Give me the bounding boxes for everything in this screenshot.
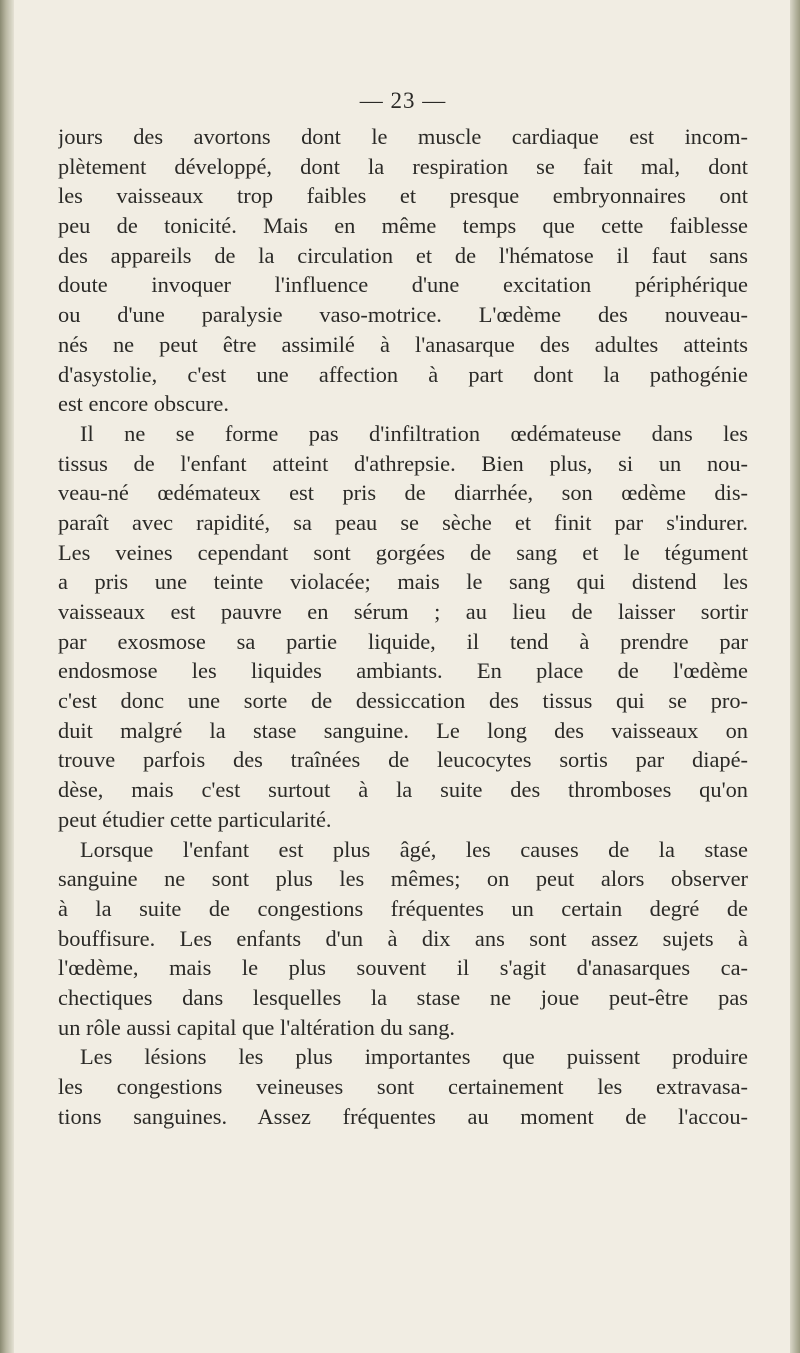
- text-line: les congestions veineuses sont certainement les extravasa-: [58, 1074, 748, 1099]
- text-line: tissus de l'enfant atteint d'athrepsie. Bien plus, si un nou-: [58, 450, 748, 476]
- text-line: a pris une teinte violacée; mais le sang qui distend les: [58, 569, 748, 595]
- text-line: Les veines cependant sont gorgées de sang et le tégument: [58, 539, 748, 565]
- text-line: vaisseaux est pauvre en sérum ; au lieu de laisser sortir: [58, 599, 748, 624]
- text-line: nés ne peut être assimilé à l'anasarque des adultes atteints: [58, 331, 748, 357]
- text-line: veau-né œdémateux est pris de diarrhée, son œdème dis-: [58, 480, 748, 506]
- text-line: par exosmose sa partie liquide, il tend à prendre par: [58, 628, 748, 654]
- text-line: Les lésions les plus importantes que puissent produire: [80, 1044, 748, 1070]
- text-line: Lorsque l'enfant est plus âgé, les causes de la stase: [80, 836, 748, 862]
- text-line: duit malgré la stase sanguine. Le long des vaisseaux on: [58, 717, 748, 743]
- text-line: des appareils de la circulation et de l'hématose il faut sans: [58, 242, 748, 268]
- text-line: chectiques dans lesquelles la stase ne joue peut-être pas: [58, 984, 748, 1010]
- text-line: bouffisure. Les enfants d'un à dix ans sont assez sujets à: [58, 925, 748, 951]
- page-binding-shadow: [0, 0, 14, 1353]
- text-line: dèse, mais c'est surtout à la suite des thromboses qu'on: [58, 777, 748, 803]
- text-line: à la suite de congestions fréquentes un certain degré de: [58, 895, 748, 921]
- page-number: — 23 —: [359, 88, 447, 113]
- text-line: endosmose les liquides ambiants. En place de l'œdème: [58, 658, 748, 684]
- text-line: tions sanguines. Assez fréquentes au moment de l'accou-: [58, 1103, 748, 1129]
- text-line: peu de tonicité. Mais en même temps que cette faiblesse: [58, 213, 748, 239]
- text-line: ou d'une paralysie vaso-motrice. L'œdème des nouveau-: [58, 302, 748, 328]
- book-page: [58, 0, 748, 1353]
- text-line: jours des avortons dont le muscle cardiaque est incom-: [58, 124, 748, 149]
- text-line: est encore obscure.: [58, 391, 229, 417]
- text-line: doute invoquer l'influence d'une excitation périphérique: [58, 272, 748, 298]
- text-line: l'œdème, mais le plus souvent il s'agit d'anasarques ca-: [58, 955, 748, 981]
- text-line: d'asystolie, c'est une affection à part dont la pathogénie: [58, 361, 748, 387]
- text-line: trouve parfois des traînées de leucocytes sortis par diapé-: [58, 747, 748, 773]
- text-line: sanguine ne sont plus les mêmes; on peut alors observer: [58, 866, 748, 892]
- text-line: peut étudier cette particularité.: [58, 806, 332, 832]
- text-line: les vaisseaux trop faibles et presque embryonnaires ont: [58, 183, 748, 209]
- text-line: c'est donc une sorte de dessiccation des tissus qui se pro-: [58, 688, 748, 714]
- page-edge-shadow: [790, 0, 800, 1353]
- text-line: paraît avec rapidité, sa peau se sèche et finit par s'indurer.: [58, 509, 748, 535]
- text-line: un rôle aussi capital que l'altération du sang.: [58, 1014, 455, 1040]
- text-line: Il ne se forme pas d'infiltration œdémateuse dans les: [80, 420, 748, 446]
- text-line: plètement développé, dont la respiration se fait mal, dont: [58, 153, 748, 179]
- body-text: [58, 122, 748, 1131]
